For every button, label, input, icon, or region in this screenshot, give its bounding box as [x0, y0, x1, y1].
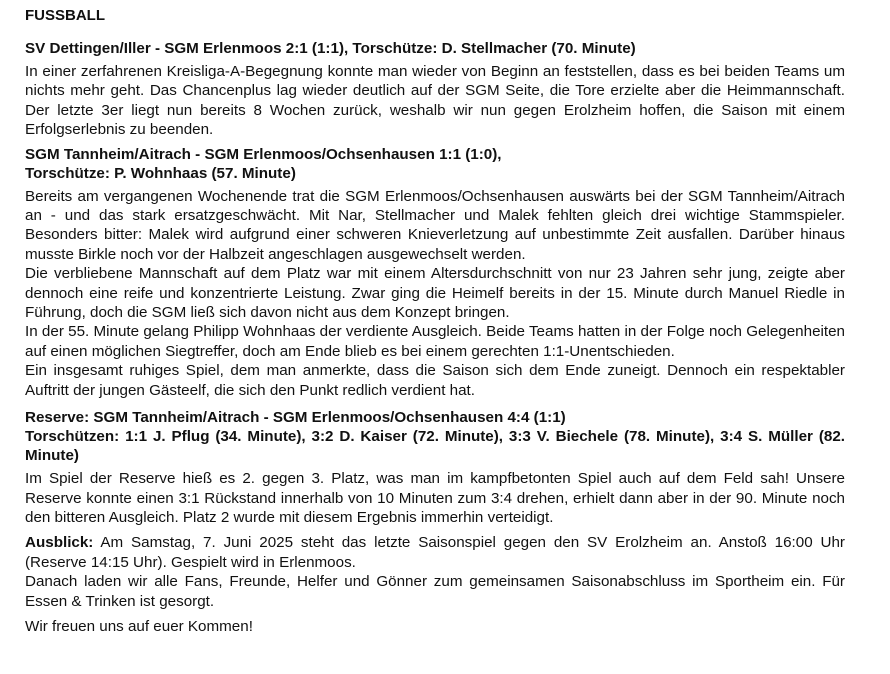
spacer [25, 400, 845, 408]
closing-line: Wir freuen uns auf euer Kommen! [25, 617, 253, 635]
match2-paragraph-4: Ein insgesamt ruhiges Spiel, dem man anmerkte, dass die Saison sich dem Ende zuneigt. Dennoch ein respektabler Auftritt der jungen Gästeelf, die sich den Punkt redlich verdient hat. [25, 362, 845, 399]
match1-text: In einer zerfahrenen Kreisliga-A-Begegnung konnte man wieder von Beginn an feststellen, dass es bei beiden Teams um nichts mehr geht. Das Chancenplus lag wieder deutlich auf der SGM Seite, die Tore erzielte aber die Heimmannschaft. Der letzte 3er liegt nun bereits 8 Wochen zurück, weshalb wir nun gegen Erolzheim hoffen, die Saison mit einem Erfolgserlebnis zu beenden. [25, 63, 845, 139]
match3-headline-line2: Torschützen: 1:1 J. Pflug (34. Minute), 3:2 D. Kaiser (72. Minute), 3:3 V. Biechele (78. Minute), 3:4 S. Müller (82. Minute) [25, 428, 845, 465]
match2-paragraph-1: Bereits am vergangenen Wochenende trat die SGM Erlenmoos/Ochsenhausen auswärts bei der SGM Tannheim/Aitrach an - und das stark ersatzgeschwächt. Mit Nar, Stellmacher und Malek fehlten gleich drei wichtige Stammspieler. Besonders bitter: Malek wird aufgrund einer schweren Knieverletzung auf unbestimmte Zeit ausfallen. Darüber hinaus musste Birkle noch vor der Halbzeit angeschlagen ausgewechselt werden. [25, 187, 845, 263]
match2-paragraph-2: Die verbliebene Mannschaft auf dem Platz war mit einem Altersdurchschnitt von nur 23 Jahren sehr jung, zeigte aber dennoch eine reife und konzentrierte Leistung. Zwar ging die Heimelf bereits in der 15. Minute durch Manuel Riedle in Führung, doch die SGM ließ sich davon nicht aus dem Konzept bringen. [25, 265, 845, 322]
outlook-paragraph-2: Danach laden wir alle Fans, Freunde, Helfer und Gönner zum gemeinsamen Saisonabschluss im Sportheim ein. Für Essen & Trinken ist gesorgt. [25, 573, 845, 610]
match2-headline-line2: Torschütze: P. Wohnhaas (57. Minute) [25, 164, 296, 182]
match3-text: Im Spiel der Reserve hieß es 2. gegen 3. Platz, was man im kampfbetonten Spiel auch auf dem Feld sah! Unsere Reserve konnte einen 3:1 Rückstand innerhalb von 10 Minuten zum 3:4 drehen, erhielt dann aber in der 90. Minute noch den bitteren Ausgleich. Platz 2 wurde mit diesem Ergebnis immerhin verteidigt. [25, 470, 845, 526]
outlook-paragraph [25, 533, 845, 572]
outlook-text: Am Samstag, 7. Juni 2025 steht das letzte Saisonspiel gegen den SV Erolzheim an. Anstoß 16:00 Uhr (Reserve 14:15 Uhr). Gespielt wird in Erlenmoos. [25, 534, 845, 571]
match2-paragraph-3: In der 55. Minute gelang Philipp Wohnhaas der verdiente Ausgleich. Beide Teams hatten in der Folge noch Gelegenheiten auf einen möglichen Siegtreffer, doch am Ende blieb es bei einem gerechten 1:1-Unentschieden. [25, 323, 845, 360]
match1-headline: SV Dettingen/Iller - SGM Erlenmoos 2:1 (1:1), Torschütze: D. Stellmacher (70. Minute) [25, 40, 636, 57]
section-title: FUSSBALL [25, 7, 105, 24]
match3-headline-line1: Reserve: SGM Tannheim/Aitrach - SGM Erlenmoos/Ochsenhausen 4:4 (1:1) [25, 409, 566, 427]
outlook-label: Ausblick: [25, 534, 94, 552]
match2-headline-line1: SGM Tannheim/Aitrach - SGM Erlenmoos/Ochsenhausen 1:1 (1:0), [25, 145, 502, 163]
